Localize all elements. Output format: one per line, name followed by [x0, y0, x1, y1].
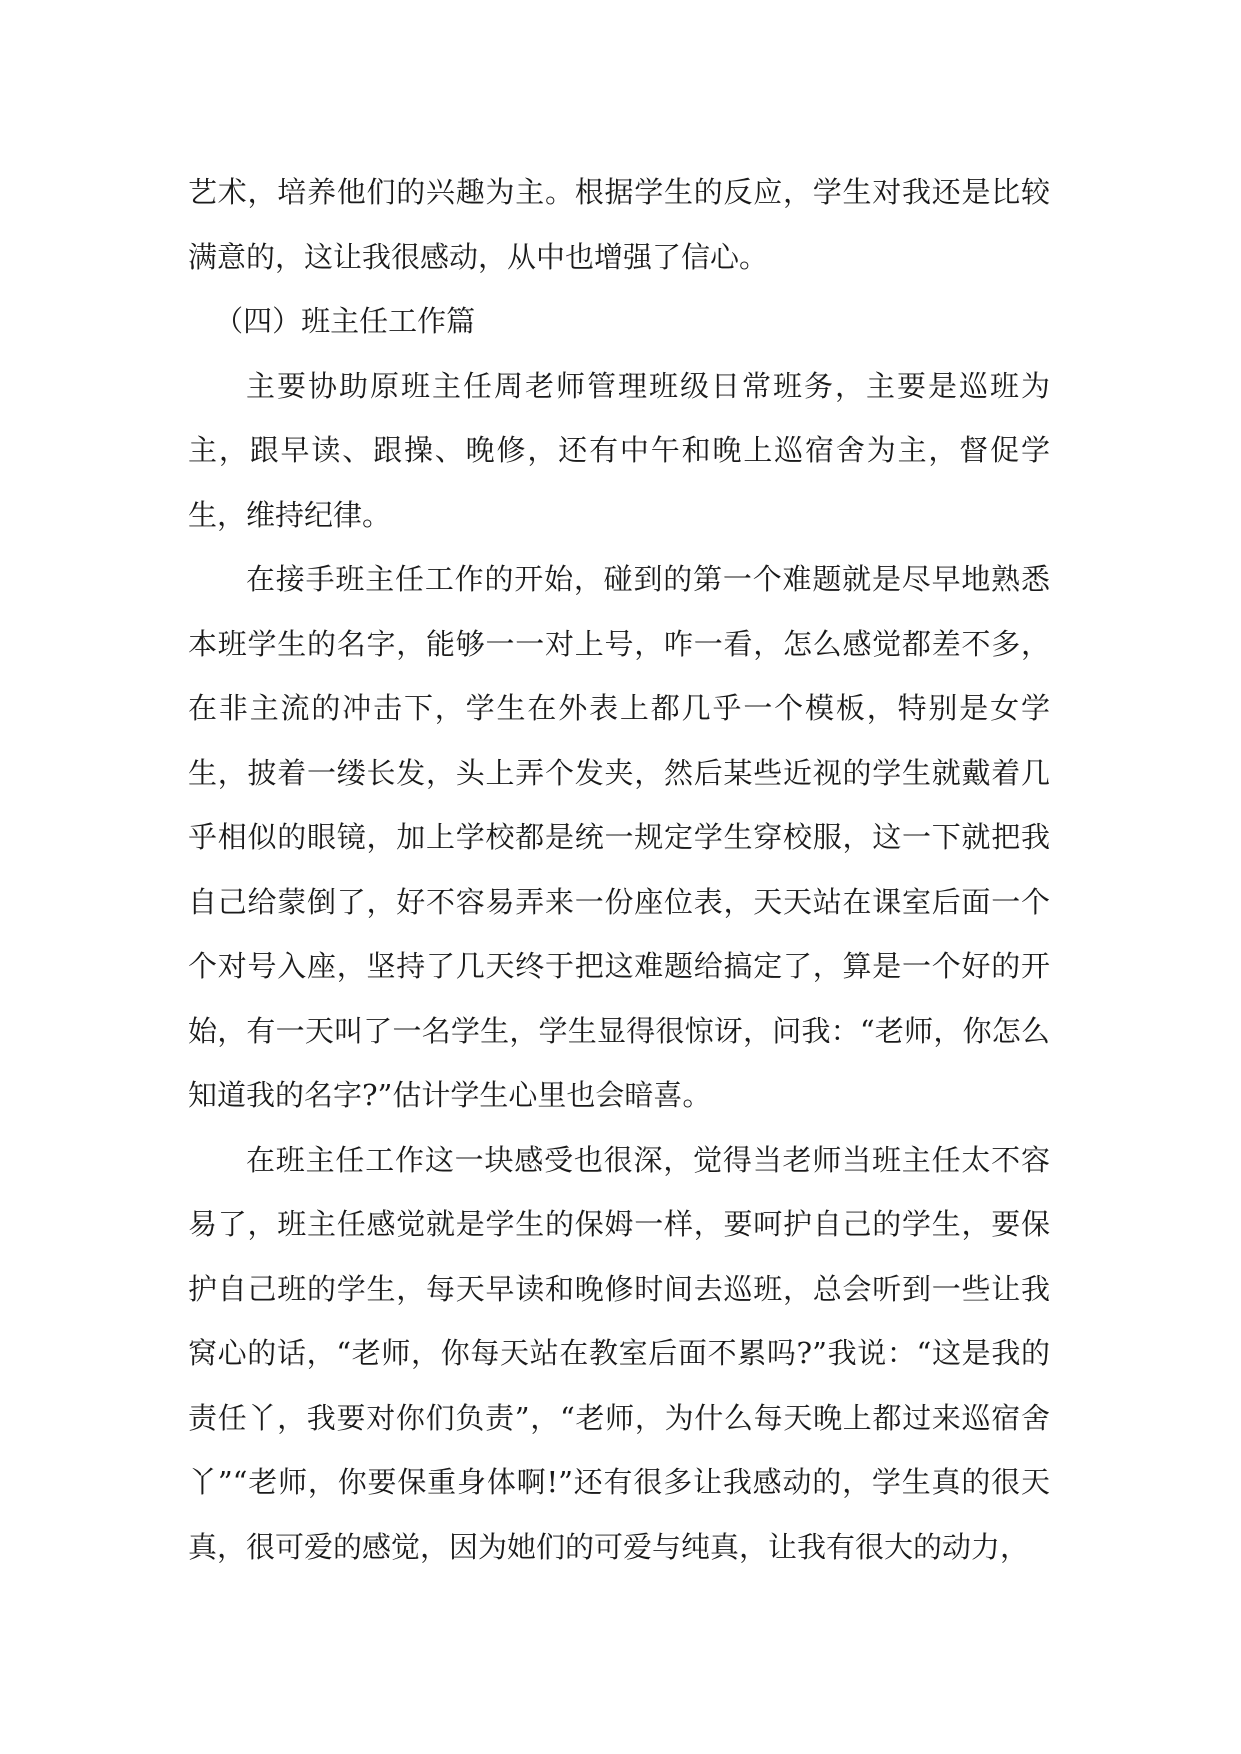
section-heading: （四）班主任工作篇 — [214, 304, 476, 338]
paragraph-feelings: 在班主任工作这一块感受也很深，觉得当老师当班主任太不容易了，班主任感觉就是学生的保姆一样，要呵护自己的学生，要保护自己班的学生，每天早读和晚修时间去巡班，总会听到一些让我窝心的话，“老师，你每天站在教室后面不累吗?”我说：“这是我的责任丫，我要对你们负责”，“老师，为什么每天晚上都过来巡宿舍丫”“老师，你要保重身体啊!”还有很多让我感动的，学生真的很天真，很可爱的感觉，因为她们的可爱与纯真，让我有很大的动力， — [188, 1142, 1050, 1564]
paragraph-names: 在接手班主任工作的开始，碰到的第一个难题就是尽早地熟悉本班学生的名字，能够一一对上号，咋一看，怎么感觉都差不多，在非主流的冲击下，学生在外表上都几乎一个模板，特别是女学生，披着一缕长发，头上弄个发夹，然后某些近视的学生就戴着几乎相似的眼镜，加上学校都是统一规定学生穿校服，这一下就把我自己给蒙倒了，好不容易弄来一份座位表，天天站在课室后面一个个对号入座，坚持了几天终于把这难题给搞定了，算是一个好的开始，有一天叫了一名学生，学生显得很惊讶，问我：“老师，你怎么知道我的名字?”估计学生心里也会暗喜。 — [188, 562, 1050, 1112]
document-body — [188, 160, 1050, 1579]
paragraph-continuation: 艺术，培养他们的兴趣为主。根据学生的反应，学生对我还是比较满意的，这让我很感动，从中也增强了信心。 — [188, 175, 1050, 274]
paragraph-duties: 主要协助原班主任周老师管理班级日常班务，主要是巡班为主，跟早读、跟操、晚修，还有中午和晚上巡宿舍为主，督促学生，维持纪律。 — [188, 368, 1050, 532]
